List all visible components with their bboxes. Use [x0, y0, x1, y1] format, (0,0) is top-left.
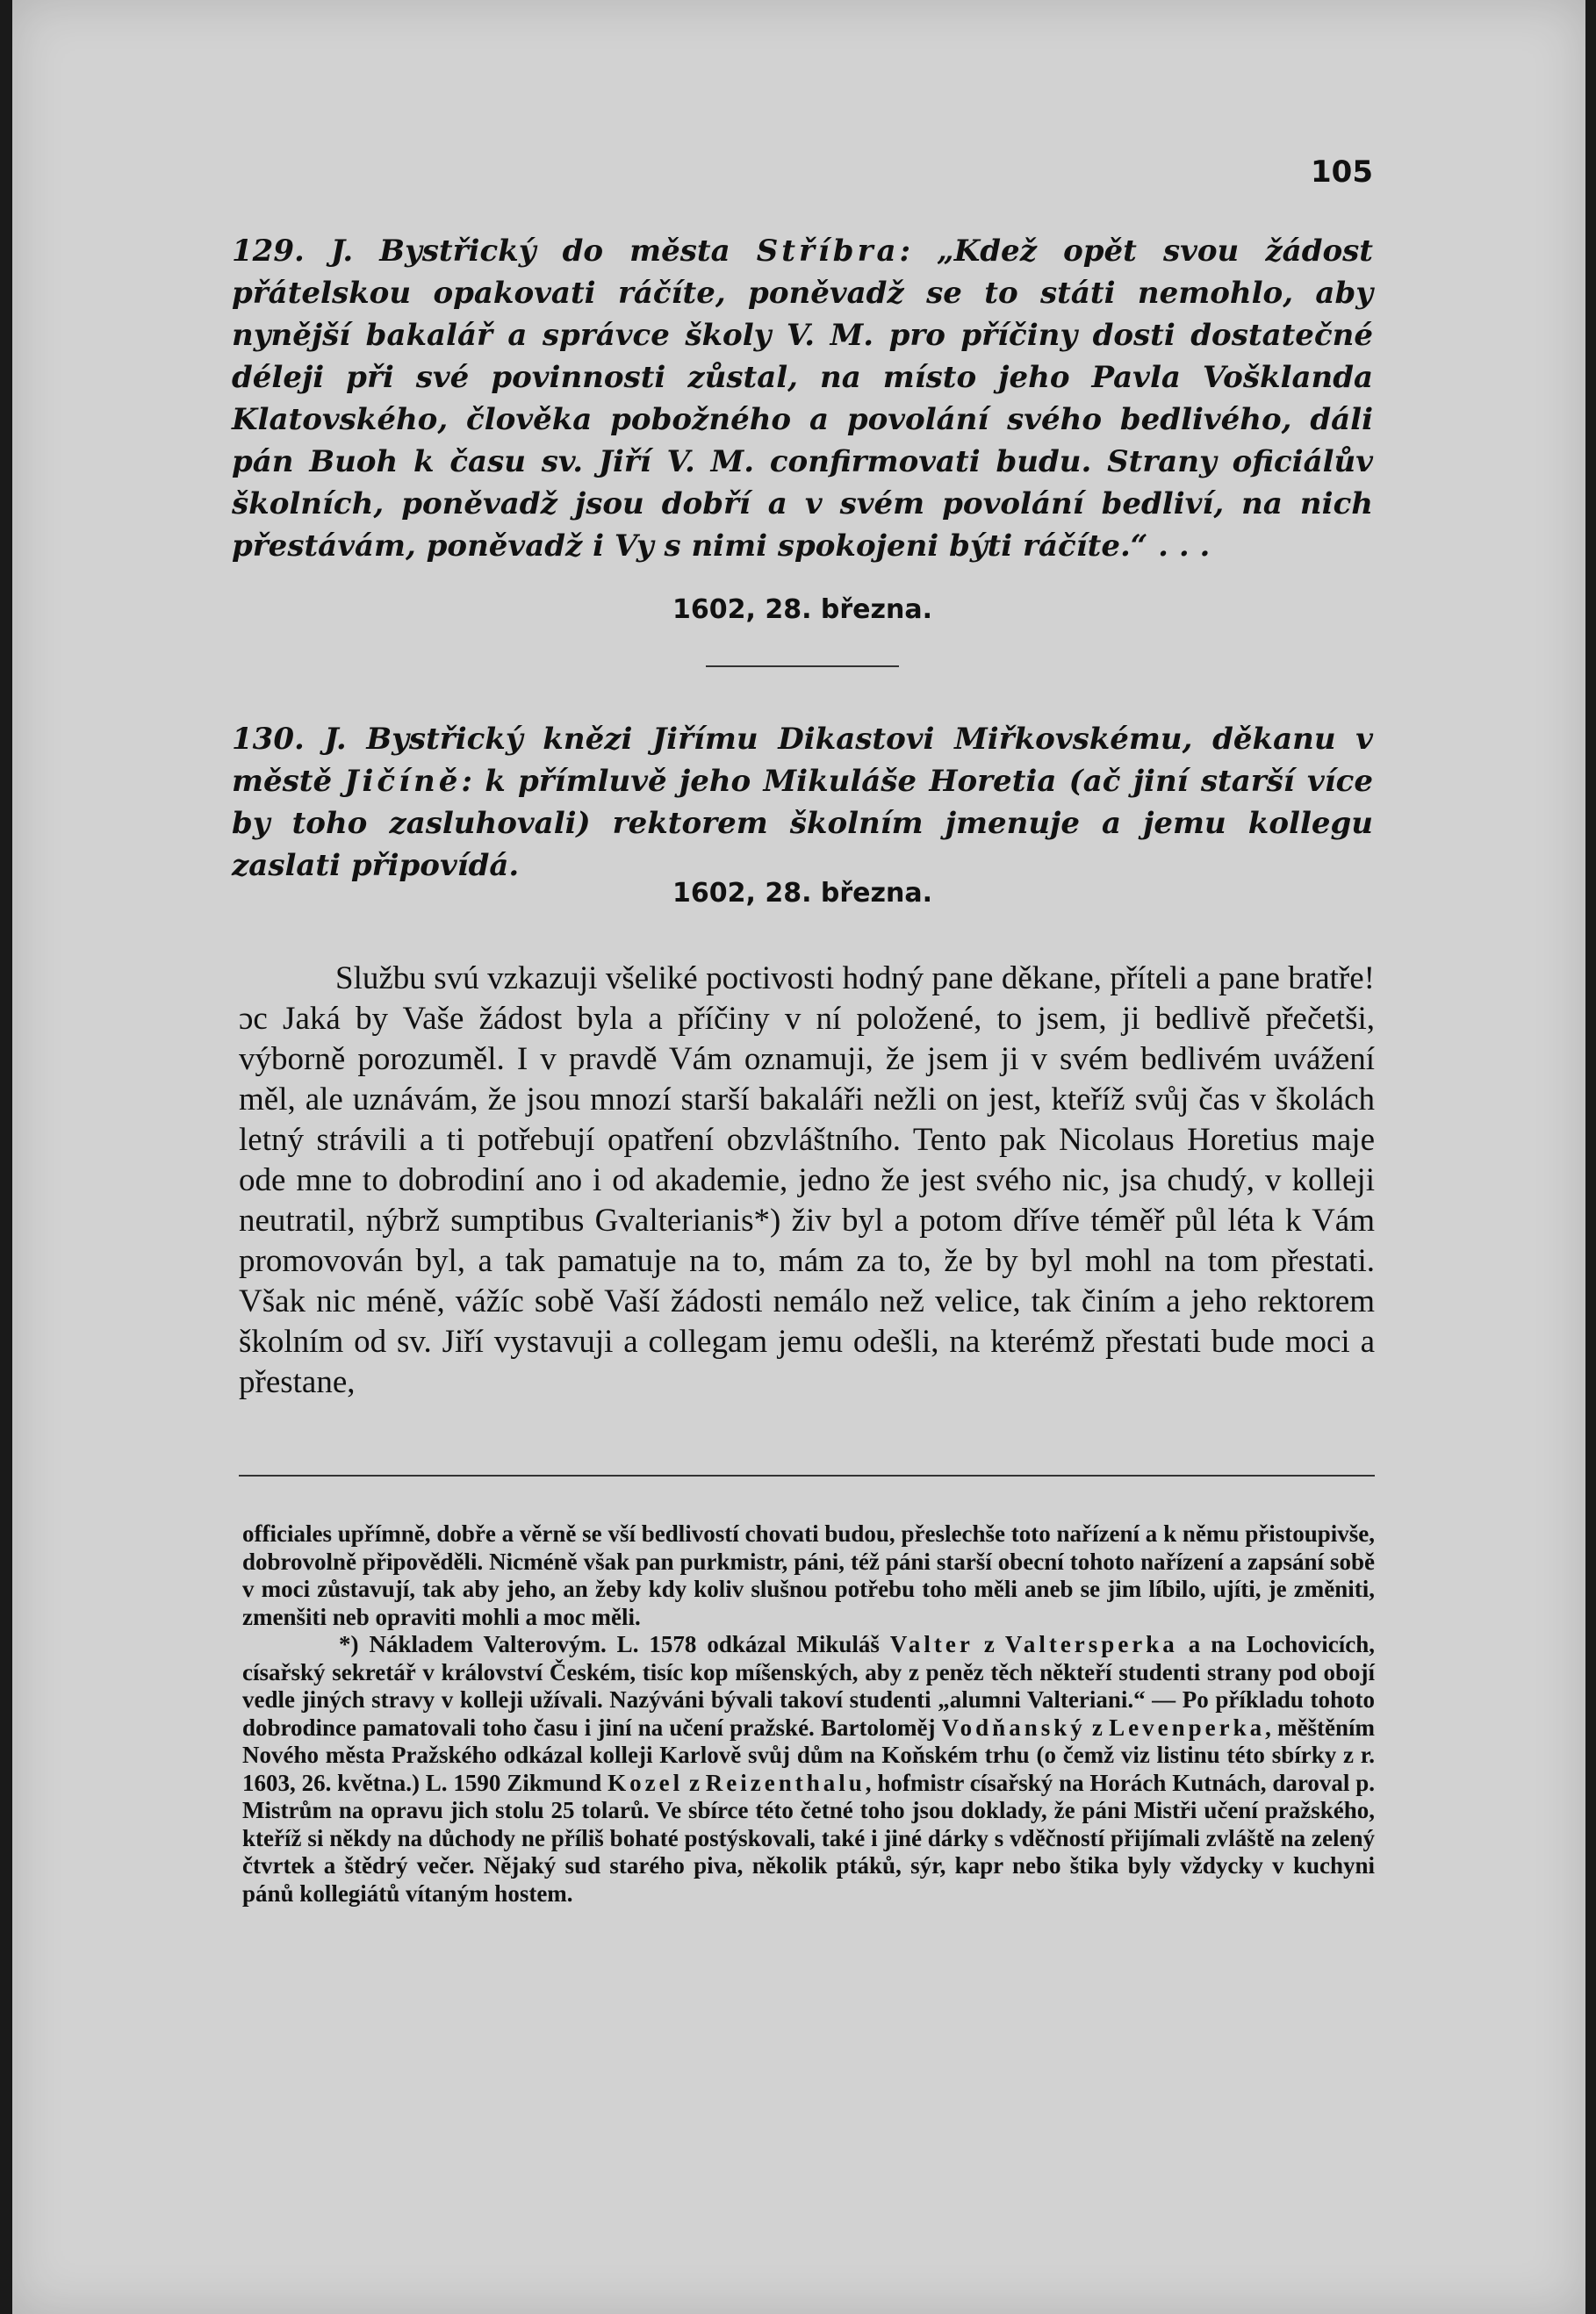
footnote-separator	[239, 1475, 1375, 1477]
letter-paragraph: Službu svú vzkazuji všeliké poctivosti hodný pane děkane, příteli a pane bratře! ɔc Jaká by Vaše žádost byla a příčiny v ní položené, to jsem, ji bedlivě přečetši, výborně porozuměl. I v pravdě Vám oznamuji, že jsem ji v svém bedlivém uvážení měl, ale uznávám, že jsou mnozí starší bakaláři nežli on jest, kteříž svůj čas v školách letný strávili a ti potřebují opatření obzvláštního. Tento pak Nicolaus Horetius maje ode mne to dobrodiní ano i od akademie, jedno že jest svého nic, jsa chudý, v kolleji neutratil, nýbrž sumptibus Gvalterianis*) živ byl a potom dříve téměř půl léta k Vám promovován byl, a tak pamatuje na to, mám za to, že by byl mohl na tom přestati. Však nic méně, vážíc sobě Vaší žádosti nemálo než velice, tak činím a jeho rektorem školním od sv. Jiří vystavuji a collegam jemu odešli, na kterémž přestati bude moci a přestane,	[239, 960, 1375, 1400]
scan-edge-right	[1585, 0, 1596, 2314]
entry-129-date: 1602, 28. března.	[672, 594, 932, 625]
page-number: 105	[1311, 155, 1373, 190]
place-name: Jičíně	[344, 764, 462, 799]
footnote-continuation: officiales upřímně, dobře a věrně se vší bedlivostí chovati budou, přeslechše toto nařízení a k němu přistoupivše, dobrovolně připověděli. Nicméně však pan purkmistr, páni, též páni starší obecní tohoto nařízení a zapsání sobě v moci zůstavují, tak aby jeho, an žeby kdy koliv slušnou potřebu toho měli aneb se jim líbilo, ujíti, je změniti, zmenšiti neb opraviti mohli a moc měli.	[242, 1520, 1375, 1630]
entry-number: 129.	[232, 234, 305, 269]
book-page	[12, 0, 1585, 2314]
scan-edge-left	[0, 0, 12, 2314]
entry-number: 130.	[232, 722, 305, 757]
entry-129-heading: 129. J. Bystřický do města Stříbra: „Kdež opět svou žádost přátelskou opakovati ráčíte, poněvadž se to státi nemohlo, aby nynější bakalář a správce školy V. M. pro příčiny dosti dostatečné déleji při své povinnosti zůstal, na místo jeho Pavla Vošklanda Klatovského, člověka pobožného a povolání svého bedlivého, dáli pán Buoh k času sv. Jiří V. M. confirmovati budu. Strany oficiálův školních, poněvadž jsou dobří a v svém povolání bedliví, na nich přestávám, poněvadž i Vy s nimi spokojeni býti ráčíte.“ . . .	[232, 234, 1374, 564]
entry-130-date: 1602, 28. března.	[672, 878, 932, 909]
entry-separator	[706, 665, 899, 667]
letter-body	[239, 959, 1375, 1403]
place-name: Stříbra	[756, 234, 900, 269]
entry-130-heading: 130. J. Bystřický knězi Jiřímu Dikastovi Miřkovskému, děkanu v městě Jičíně: k přímluvě jeho Mikuláše Horetia (ač jiní starší více by toho zasluhovali) rektorem školním jmenuje a jemu kollegu zaslati připovídá.	[232, 722, 1373, 883]
footnotes	[242, 1520, 1375, 1908]
footnote-gvalterianis: *) Nákladem Valterovým. L. 1578 odkázal Mikuláš Valter z Valtersperka a na Lochovicích, císařský sekretář v království Českém, tisíc kop míšenských, aby z peněz těch někteří studenti strany pod obojí vedle jiných stravy v kolleji užívali. Nazýváni bývali takoví studenti „alumni Valteriani.“ — Po příkladu tohoto dobrodince pamatovali toho času i jiní na učení pražské. Bartoloměj Vodňanský z Levenperka, měštěním Nového města Pražského odkázal kolleji Karlově svůj dům na Koňském trhu (o čemž viz listinu této sbírky z r. 1603, 26. května.) L. 1590 Zikmund Kozel z Reizenthalu, hofmistr císařský na Horách Kutnách, daroval p. Mistrům na opravu jich stolu 25 tolarů. Ve sbírce této četné toho jsou doklady, že páni Mistři učení pražského, kteříž si někdy na důchody ne příliš bohaté postýskovali, také i jiné dárky s vděčností přijímali zvláště na zelený čtvrtek a štědrý večer. Nějaký sud starého piva, několik ptáků, sýr, kapr nebo štika byly vždycky v kuchyni pánů kollegiátů vítaným hostem.	[242, 1631, 1376, 1907]
